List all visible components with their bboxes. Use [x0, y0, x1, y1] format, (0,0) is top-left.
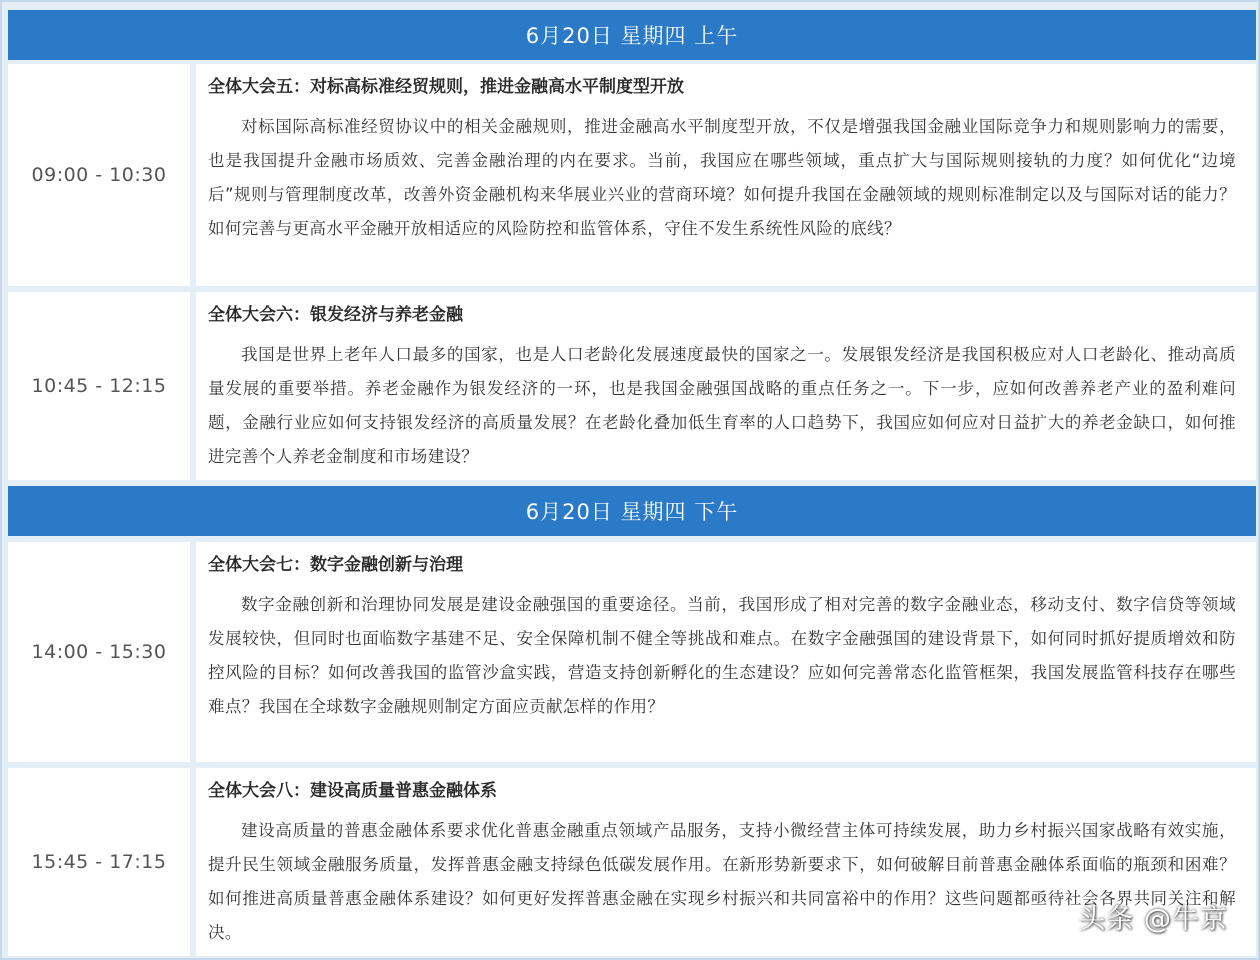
session-content — [196, 542, 1256, 762]
session-row — [8, 292, 1256, 480]
session-row — [8, 542, 1256, 762]
session-description: 数字金融创新和治理协同发展是建设金融强国的重要途径。当前，我国形成了相对完善的数字金融业态，移动支付、数字信贷等领域发展较快，但同时也面临数字基建不足、安全保障机制不健全等挑战和难点。在数字金融强国的建设背景下，如何同时抓好提质增效和防控风险的目标？如何改善我国的监管沙盒实践，营造支持创新孵化的生态建设？应如何完善常态化监管框架，我国发展监管科技存在哪些难点？我国在全球数字金融规则制定方面应贡献怎样的作用？ — [208, 595, 1236, 716]
session-time: 14:00 - 15:30 — [8, 542, 190, 762]
session-description: 对标国际高标准经贸协议中的相关金融规则，推进金融高水平制度型开放，不仅是增强我国金融业国际竞争力和规则影响力的需要，也是我国提升金融市场质效、完善金融治理的内在要求。当前，我国应在哪些领域，重点扩大与国际规则接轨的力度？如何优化“边境后”规则与管理制度改革，改善外资金融机构来华展业兴业的营商环境？如何提升我国在金融领域的规则标准制定以及与国际对话的能力？如何完善与更高水平金融开放相适应的风险防控和监管体系，守住不发生系统性风险的底线？ — [208, 117, 1236, 238]
watermark: 头条 @牛京 — [1078, 904, 1228, 935]
session-row — [8, 64, 1256, 286]
session-title: 全体大会八：建设高质量普惠金融体系 — [208, 781, 497, 801]
session-time: 10:45 - 12:15 — [8, 292, 190, 480]
session-title: 全体大会五：对标高标准经贸规则，推进金融高水平制度型开放 — [208, 77, 684, 97]
session-description: 建设高质量的普惠金融体系要求优化普惠金融重点领域产品服务，支持小微经营主体可持续发展，助力乡村振兴国家战略有效实施，提升民生领域金融服务质量，发挥普惠金融支持绿色低碳发展作用。在新形势新要求下，如何破解目前普惠金融体系面临的瓶颈和困难？如何推进高质量普惠金融体系建设？如何更好发挥普惠金融在实现乡村振兴和共同富裕中的作用？这些问题都亟待社会各界共同关注和解决。 — [208, 821, 1236, 942]
session-description: 我国是世界上老年人口最多的国家，也是人口老龄化发展速度最快的国家之一。发展银发经济是我国积极应对人口老龄化、推动高质量发展的重要举措。养老金融作为银发经济的一环，也是我国金融强国战略的重点任务之一。下一步，应如何改善养老产业的盈利难问题，金融行业应如何支持银发经济的高质量发展？在老龄化叠加低生育率的人口趋势下，我国应如何应对日益扩大的养老金缺口，如何推进完善个人养老金制度和市场建设？ — [208, 345, 1236, 466]
morning-day-header: 6月20日 星期四 上午 — [8, 10, 1256, 60]
session-time: 15:45 - 17:15 — [8, 768, 190, 956]
session-time: 09:00 - 10:30 — [8, 64, 190, 286]
session-content — [196, 292, 1256, 480]
session-title: 全体大会六：银发经济与养老金融 — [208, 305, 463, 325]
session-title: 全体大会七：数字金融创新与治理 — [208, 555, 463, 575]
afternoon-day-header: 6月20日 星期四 下午 — [8, 486, 1256, 536]
session-content — [196, 64, 1256, 286]
session-row — [8, 768, 1256, 956]
